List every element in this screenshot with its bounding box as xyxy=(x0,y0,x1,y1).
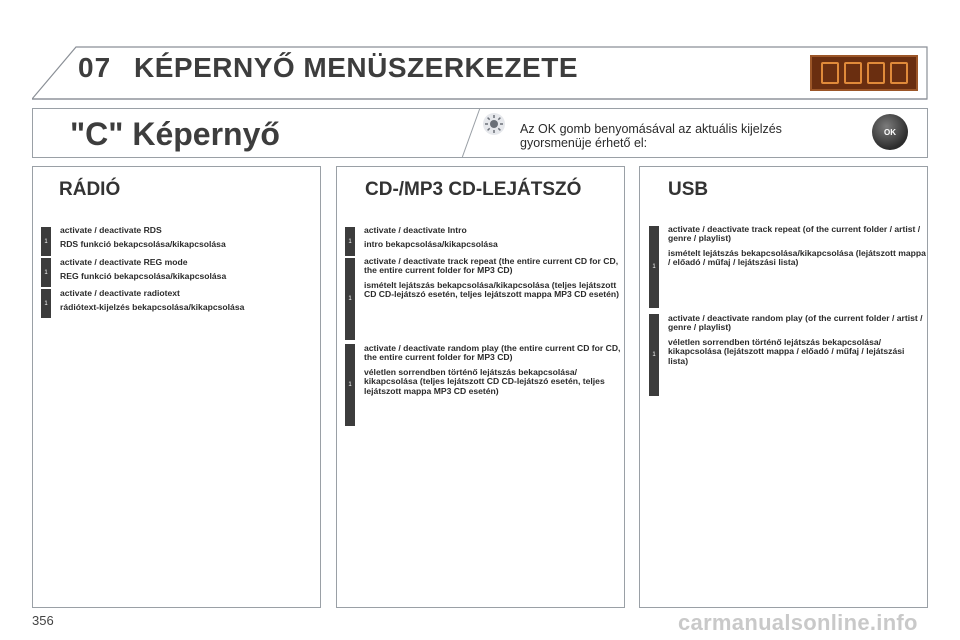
level-bar: 1 xyxy=(41,227,51,256)
watermark: carmanualsonline.info xyxy=(678,610,918,635)
chapter-number: 07 xyxy=(78,52,112,83)
level-bar: 1 xyxy=(345,227,355,256)
screen-title: "C" Képernyő xyxy=(70,116,280,152)
phone-icon xyxy=(890,62,908,84)
page-number: 356 xyxy=(32,613,54,628)
item-english: activate / deactivate REG mode xyxy=(60,257,188,267)
item-hungarian: rádiótext-kijelzés bekapcsolása/kikapcsolása xyxy=(60,302,245,313)
item-hungarian: ismételt lejátszás bekapcsolása/kikapcsolása (lejátszott mappa / előadó / műfaj / lejátszási lista) xyxy=(668,247,926,268)
item-english: activate / deactivate Intro xyxy=(364,225,467,235)
ok-button-icon: OK xyxy=(872,114,908,150)
level-bar: 1 xyxy=(345,258,355,340)
item-english: activate / deactivate random play (of the current folder / artist / genre / playlist) xyxy=(668,313,923,333)
menu-item xyxy=(668,314,926,366)
level-bar: 1 xyxy=(41,258,51,287)
menu-item xyxy=(364,226,622,250)
level-bar: 1 xyxy=(649,226,659,308)
ok-button-note: Az OK gomb benyomásával az aktuális kijelzés gyorsmenüje érhető el: xyxy=(520,122,782,150)
item-hungarian: RDS funkció bekapcsolása/kikapcsolása xyxy=(60,239,226,250)
navigation-icon xyxy=(867,62,885,84)
column-title: USB xyxy=(668,179,709,200)
light-icon xyxy=(482,112,506,136)
column-title: CD-/MP3 CD-LEJÁTSZÓ xyxy=(365,179,582,200)
item-hungarian: ismételt lejátszás bekapcsolása/kikapcsolása (teljes lejátszott CD CD-lejátszó esetén, teljes lejátszott mappa MP3 CD esetén) xyxy=(364,279,620,300)
level-bar: 1 xyxy=(41,289,51,318)
header-logo xyxy=(810,55,918,91)
item-hungarian: intro bekapcsolása/kikapcsolása xyxy=(364,239,498,250)
item-english: activate / deactivate radiotext xyxy=(60,288,180,298)
menu-item xyxy=(364,344,622,396)
menu-item xyxy=(60,226,305,250)
column-title: RÁDIÓ xyxy=(59,179,121,200)
menu-item xyxy=(668,225,926,268)
item-english: activate / deactivate RDS xyxy=(60,225,162,235)
menu-item xyxy=(364,257,622,300)
item-hungarian: véletlen sorrendben történő lejátszás bekapcsolása/ kikapcsolása (teljes lejátszott CD CD-lejátszó esetén, teljes lejátszott mappa MP3 CD esetén) xyxy=(364,366,605,396)
item-english: activate / deactivate random play (the entire current CD for CD, the entire current folder for MP3 CD) xyxy=(364,343,621,363)
item-english: activate / deactivate track repeat (the entire current CD for CD, the entire current folder for MP3 CD) xyxy=(364,256,619,276)
menu-item xyxy=(60,289,305,313)
level-bar: 1 xyxy=(345,344,355,426)
book-icon xyxy=(844,62,862,84)
tools-icon xyxy=(821,62,839,84)
level-bar: 1 xyxy=(649,314,659,396)
item-hungarian: véletlen sorrendben történő lejátszás bekapcsolása/ kikapcsolása (lejátszott mappa / előadó / műfaj / lejátszási lista) xyxy=(668,336,905,366)
chapter-title: KÉPERNYŐ MENÜSZERKEZETE xyxy=(134,52,578,83)
item-hungarian: REG funkció bekapcsolása/kikapcsolása xyxy=(60,271,227,282)
item-english: activate / deactivate track repeat (of the current folder / artist / genre / playlist) xyxy=(668,224,921,244)
menu-item xyxy=(60,258,305,282)
